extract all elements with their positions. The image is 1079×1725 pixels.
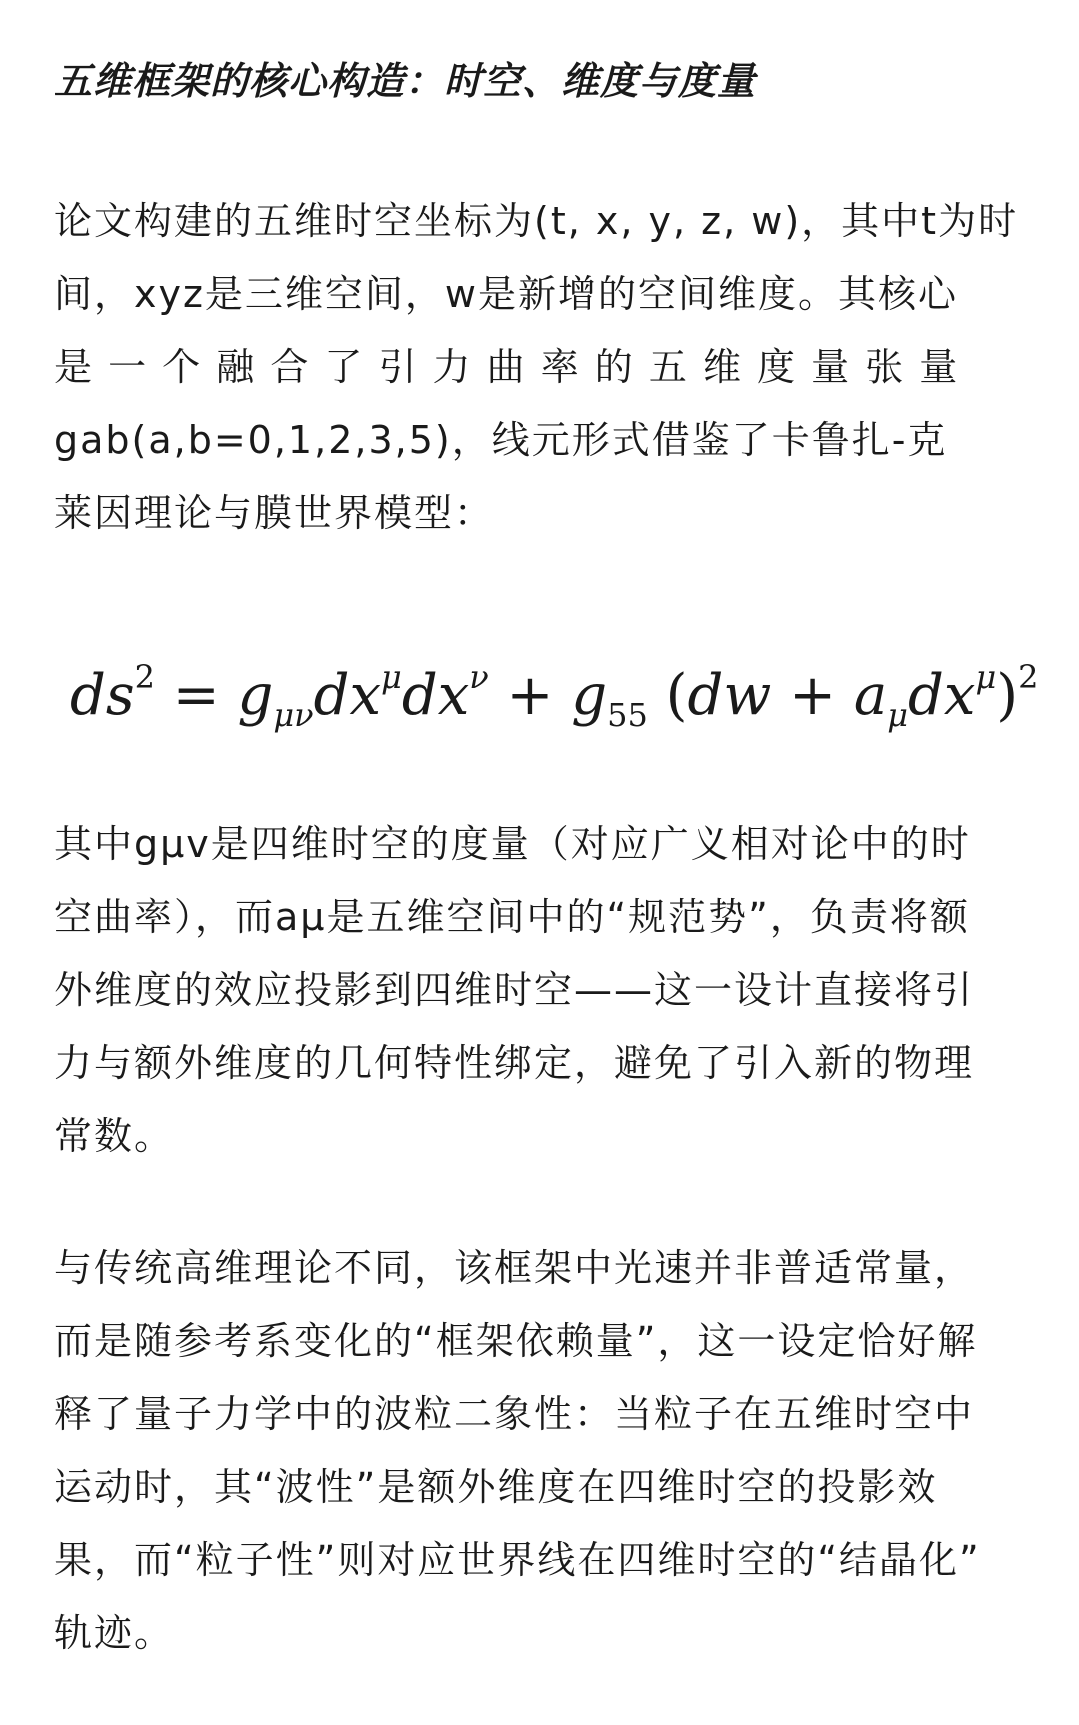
formula-exponent: 2 <box>1018 658 1039 696</box>
paragraph-line: 论文构建的五维时空坐标为(t, x, y, z, w)，其中t为时 <box>54 199 1019 243</box>
paragraph-line: 果，而“粒子性”则对应世界线在四维时空的“结晶化” <box>54 1538 981 1582</box>
formula-plus: + <box>506 663 554 728</box>
formula-exponent: 2 <box>134 658 155 696</box>
paragraph-line: 间，xyz是三维空间，w是新增的空间维度。其核心 <box>54 272 959 316</box>
formula-superscript: μ <box>975 658 997 696</box>
paragraph-line: 莱因理论与膜世界模型： <box>54 491 495 535</box>
formula-subscript: 55 <box>607 696 648 734</box>
formula-paren: ) <box>996 663 1019 728</box>
paragraph-line: 力与额外维度的几何特性绑定，避免了引入新的物理 <box>54 1041 975 1085</box>
paragraph-coordinates <box>54 185 1019 550</box>
formula-superscript: ν <box>469 658 489 696</box>
paragraph-line: 其中gμv是四维时空的度量（对应广义相对论中的时 <box>54 822 971 866</box>
formula-a: a <box>853 663 888 728</box>
formula-superscript: μ <box>381 658 402 696</box>
paragraph-gauge-potential <box>54 808 1008 1173</box>
paragraph-line: gab(a,b=0,1,2,3,5)，线元形式借鉴了卡鲁扎-克 <box>54 418 948 462</box>
formula-subscript: μν <box>273 696 314 734</box>
formula-subscript: μ <box>887 696 909 734</box>
formula-dx: dx <box>401 663 470 728</box>
paragraph-line: 常数。 <box>54 1114 175 1158</box>
formula-paren: ( <box>665 663 688 728</box>
paragraph-line: 与传统高维理论不同，该框架中光速并非普适常量， <box>54 1246 975 1290</box>
paragraph-line: 运动时，其“波性”是额外维度在四维时空的投影效 <box>54 1465 938 1509</box>
paragraph-line: 而是随参考系变化的“框架依赖量”，这一设定恰好解 <box>54 1319 978 1363</box>
formula-equals: = <box>172 663 220 728</box>
formula-dx: dx <box>313 663 382 728</box>
paragraph-line: 是 一 个 融 合 了 引 力 曲 率 的 五 维 度 量 张 量 <box>54 345 960 389</box>
formula-g: g <box>237 663 274 728</box>
paragraph-line: 释了量子力学中的波粒二象性：当粒子在五维时空中 <box>54 1392 975 1436</box>
formula-g: g <box>571 663 608 728</box>
paragraph-line: 空曲率），而aμ是五维空间中的“规范势”，负责将额 <box>54 895 970 939</box>
line-element-formula <box>70 622 1039 734</box>
paragraph-line: 轨迹。 <box>54 1611 175 1655</box>
paragraph-light-speed <box>54 1232 1008 1670</box>
formula-plus: + <box>789 663 837 728</box>
formula-dx: dx <box>908 663 976 728</box>
formula-dw: dw <box>687 663 772 728</box>
section-heading: 五维框架的核心构造：时空、维度与度量 <box>54 59 757 103</box>
paragraph-line: 外维度的效应投影到四维时空——这一设计直接将引 <box>54 968 975 1012</box>
formula-ds: ds <box>70 663 135 728</box>
